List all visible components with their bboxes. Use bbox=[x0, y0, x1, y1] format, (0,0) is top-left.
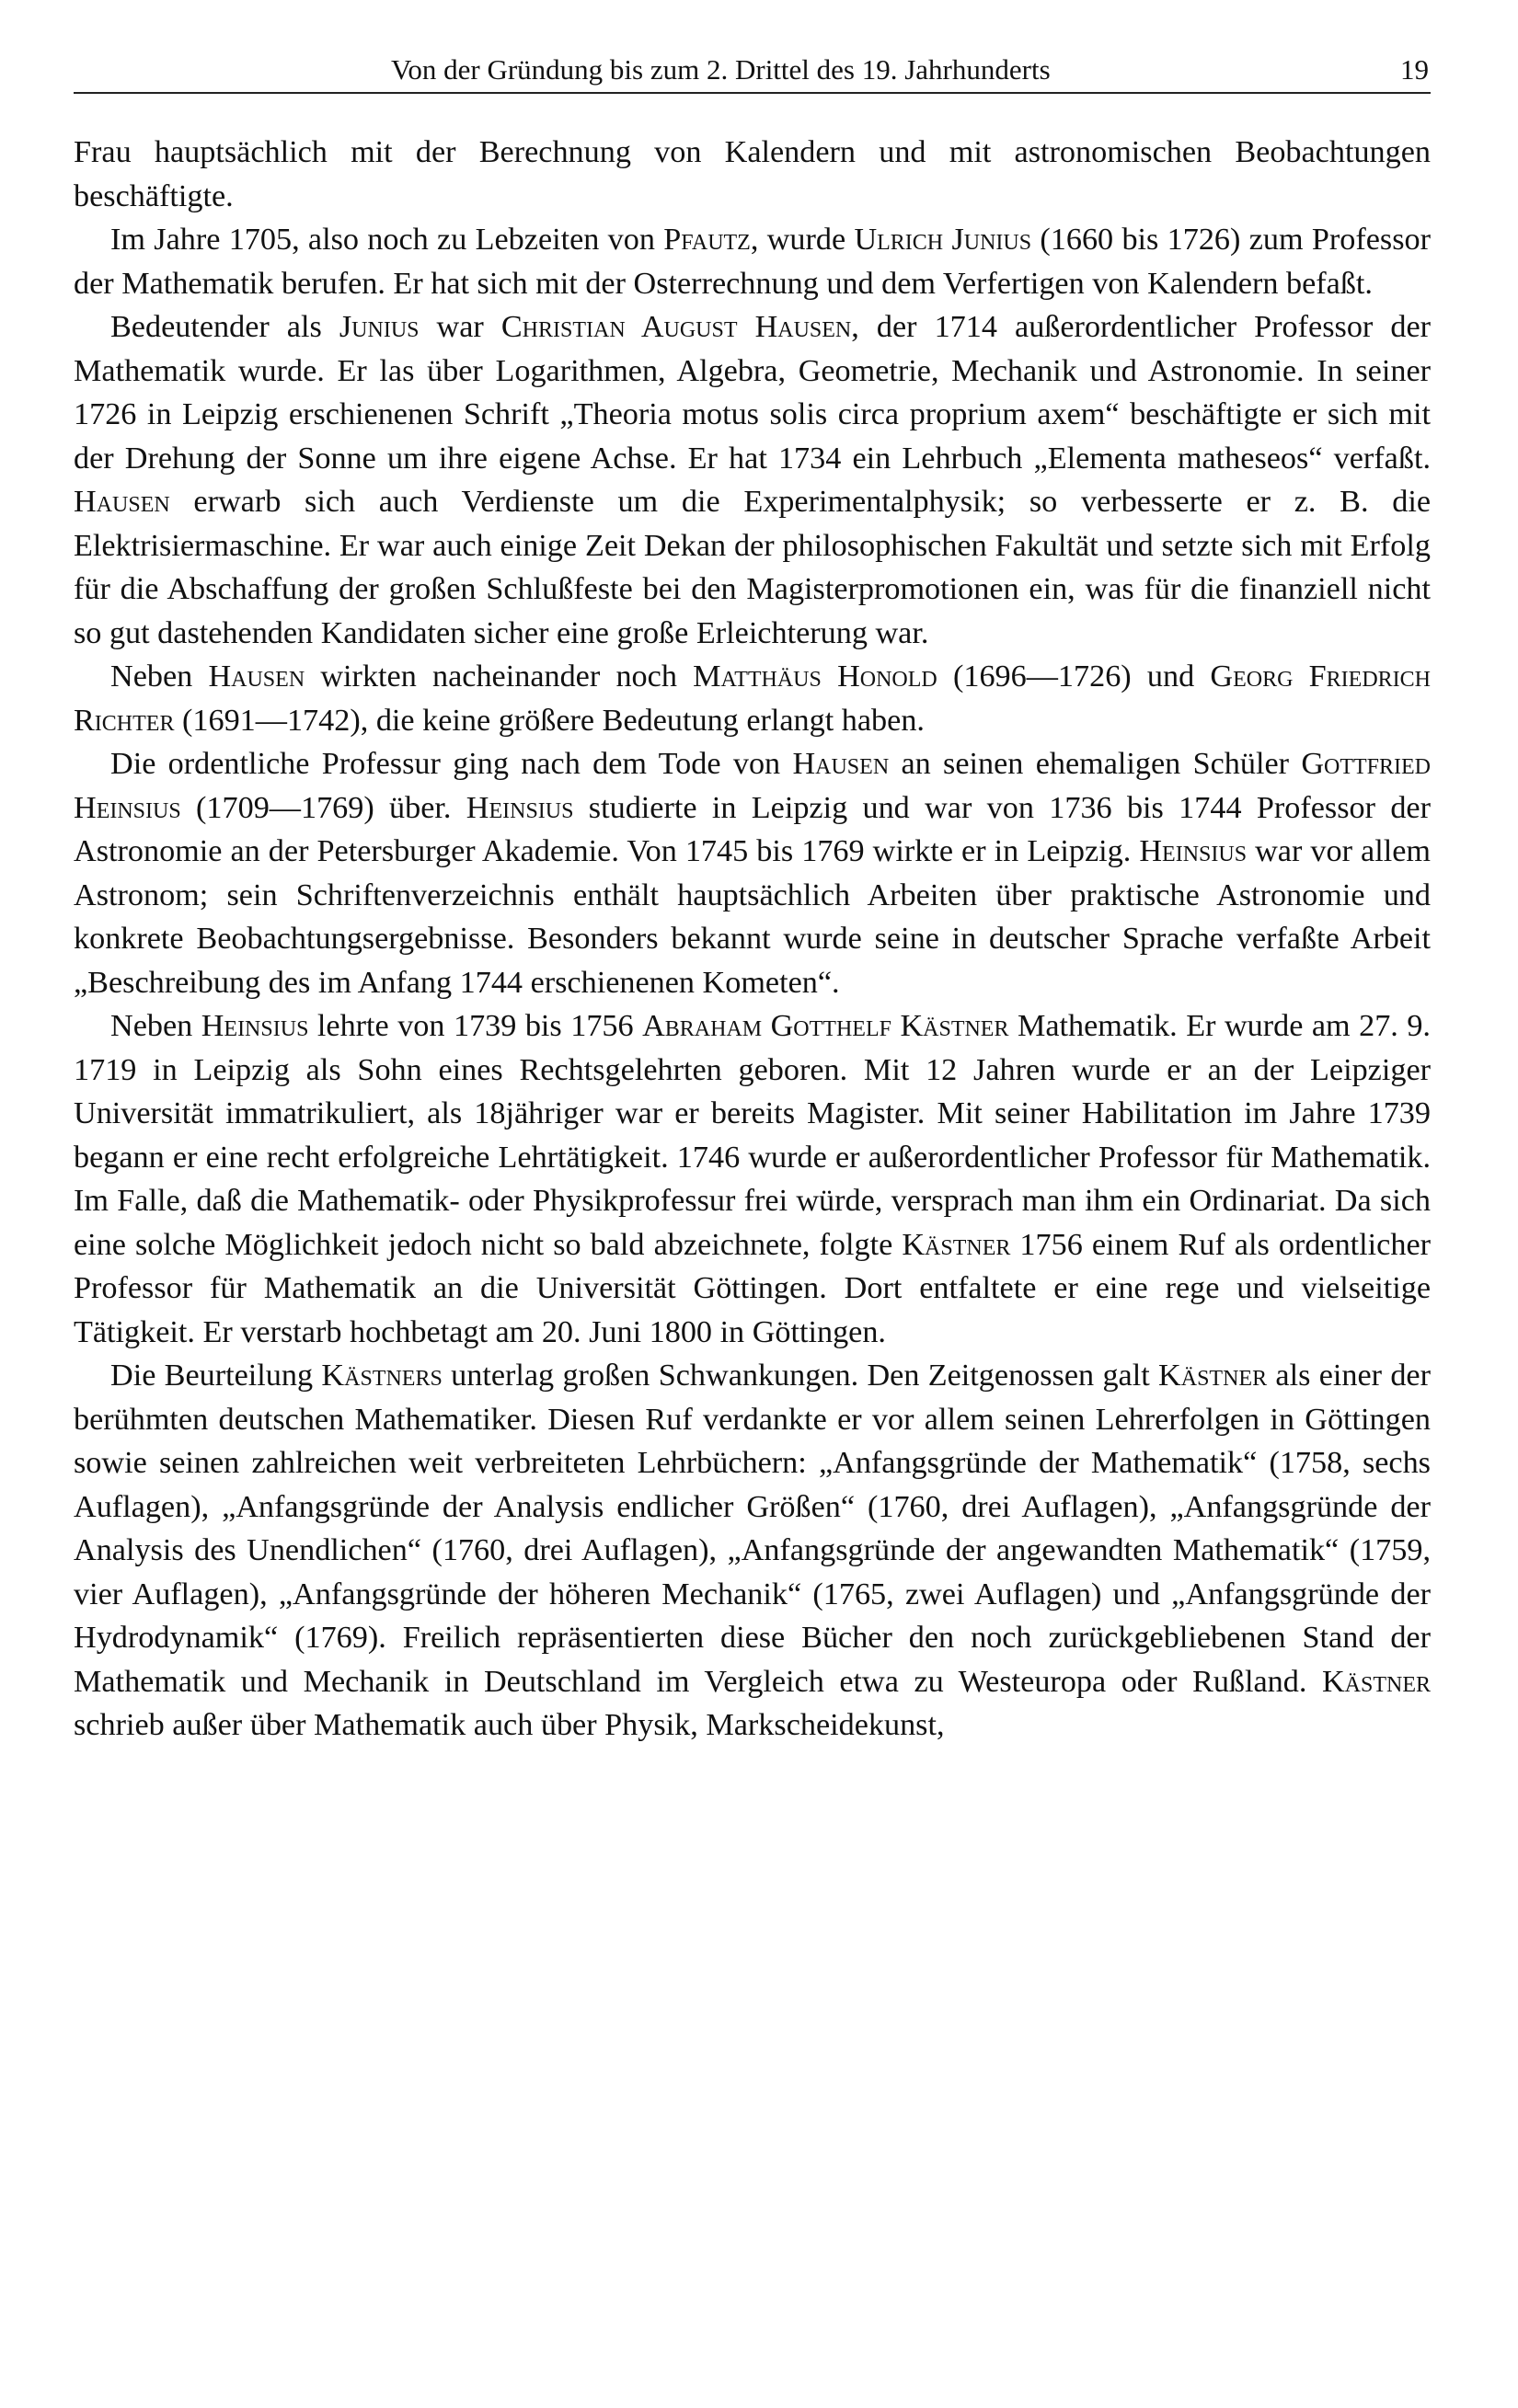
person-name: Georg Friedrich Richter bbox=[74, 659, 1431, 738]
book-page bbox=[74, 55, 1431, 1748]
person-name: Junius bbox=[339, 310, 420, 344]
person-name: Matthäus Honold bbox=[693, 659, 937, 694]
person-name: Gottfried Heinsius bbox=[74, 747, 1431, 825]
person-name: Heinsius bbox=[201, 1009, 309, 1043]
person-name: Christian August Hausen bbox=[500, 310, 852, 344]
page-number: 19 bbox=[1400, 53, 1429, 86]
text-run: (1696—1726) und bbox=[937, 659, 1211, 694]
person-name: Ulrich Junius bbox=[854, 223, 1032, 257]
text-run: war vor allem Astronom; sein Schriftenverzeichnis enthält hauptsächlich Arbeiten über praktische Astronomie und konkrete Beobachtungsergebnisse. Besonders bekannt wurde seine in deutscher Sprache verfaßte Arbeit „Beschreibung des im Anfang 1744 erschienenen Kometen“. bbox=[74, 834, 1431, 1000]
text-run: studierte in Leipzig und war von 1736 bis 1744 Professor der Astronomie an der Petersburger Akademie. Von 1745 bis 1769 wirkte er in Leipzig. bbox=[74, 790, 1431, 868]
paragraph bbox=[74, 218, 1431, 305]
paragraph bbox=[74, 1354, 1431, 1748]
text-run: schrieb außer über Mathematik auch über Physik, Markscheidekunst, bbox=[74, 1708, 945, 1742]
person-name: Heinsius bbox=[466, 790, 574, 825]
text-run: Frau hauptsächlich mit der Berechnung von Kalendern und mit astronomischen Beobachtungen beschäftigte. bbox=[74, 135, 1431, 213]
person-name: Heinsius bbox=[1139, 834, 1248, 868]
text-run: erwarb sich auch Verdienste um die Experimentalphysik; so verbesserte er z. B. die Elektrisiermaschine. Er war auch einige Zeit Dekan der philosophischen Fakultät und setzte sich mit Erfolg für die Abschaffung der großen Schlußfeste bei den Magisterpromotionen ein, was für die finanziell nicht so gut dastehenden Kandidaten sicher eine große Erleichterung war. bbox=[74, 485, 1431, 650]
person-name: Hausen bbox=[208, 659, 305, 694]
text-run: Die ordentliche Professur ging nach dem Tode von bbox=[110, 747, 793, 781]
text-run: Neben bbox=[110, 1009, 201, 1043]
person-name: Hausen bbox=[792, 747, 890, 781]
paragraph bbox=[74, 742, 1431, 1004]
text-run: (1691—1742), die keine größere Bedeutung erlangt haben. bbox=[174, 703, 925, 738]
text-run: , wurde bbox=[750, 223, 855, 257]
paragraph bbox=[74, 131, 1431, 218]
text-run: , der 1714 außerordentlicher Professor der Mathematik wurde. Er las über Logarithmen, Algebra, Geometrie, Mechanik und Astronomie. In seiner 1726 in Leipzig erschienenen Schrift „Theoria motus solis circa proprium axem“ beschäftigte er sich mit der Drehung der Sonne um ihre eigene Achse. Er hat 1734 ein Lehrbuch „Elementa matheseos“ verfaßt. bbox=[74, 310, 1432, 476]
paragraph bbox=[74, 1004, 1431, 1354]
person-name: Pfautz bbox=[663, 223, 751, 257]
text-run: (1660 bis 1726) zum Professor der Mathematik berufen. Er hat sich mit der Osterrechnung und dem Verfertigen von Kalendern befaßt. bbox=[74, 223, 1432, 301]
person-name: Abraham Gotthelf Kästner bbox=[642, 1009, 1009, 1043]
paragraph bbox=[74, 305, 1431, 655]
running-header bbox=[74, 55, 1431, 94]
person-name: Kästner bbox=[902, 1227, 1011, 1262]
text-run: Im Jahre 1705, also noch zu Lebzeiten von bbox=[110, 223, 664, 257]
text-run: 1756 einem Ruf als ordentlicher Professor für Mathematik an die Universität Göttingen. Dort entfaltete er eine rege und vielseitige Tätigkeit. Er verstarb hochbetagt am 20. Juni 1800 in Göttingen. bbox=[74, 1227, 1432, 1349]
person-name: Hausen bbox=[74, 485, 170, 519]
text-run: Die Beurteilung bbox=[110, 1359, 322, 1393]
text-run: (1709—1769) über. bbox=[180, 790, 466, 825]
person-name: Kästners bbox=[321, 1359, 443, 1393]
paragraph bbox=[74, 655, 1431, 742]
text-run: war bbox=[419, 310, 501, 344]
running-title: Von der Gründung bis zum 2. Drittel des 19. Jahrhunderts bbox=[391, 53, 1051, 86]
text-run: wirkten nacheinander noch bbox=[305, 659, 694, 694]
text-run: als einer der berühmten deutschen Mathematiker. Diesen Ruf verdankte er vor allem seinen Lehrerfolgen in Göttingen sowie seinen zahlreichen weit verbreiteten Lehrbüchern: „Anfangsgründe der Mathematik“ (1758, sechs Auflagen), „Anfangsgründe der Analysis endlicher Größen“ (1760, drei Auflagen), „Anfangsgründe der Analysis des Unendlichen“ (1760, drei Auflagen), „Anfangsgründe der angewandten Mathematik“ (1759, vier Auflagen), „Anfangsgründe der höheren Mechanik“ (1765, zwei Auflagen) und „Anfangsgründe der Hydrodynamik“ (1769). Freilich repräsentierten diese Bücher den noch zurückgebliebenen Stand der Mathematik und Mechanik in Deutschland im Vergleich etwa zu Westeuropa oder Rußland. bbox=[74, 1359, 1431, 1699]
body-text bbox=[74, 131, 1431, 1748]
text-run: lehrte von 1739 bis 1756 bbox=[308, 1009, 643, 1043]
text-run: Bedeutender als bbox=[110, 310, 339, 344]
person-name: Kästner bbox=[1321, 1664, 1431, 1699]
text-run: an seinen ehemaligen Schüler bbox=[889, 747, 1302, 781]
text-run: unterlag großen Schwankungen. Den Zeitgenossen galt bbox=[442, 1359, 1159, 1393]
text-run: Neben bbox=[110, 659, 209, 694]
text-run: Mathematik. Er wurde am 27. 9. 1719 in Leipzig als Sohn eines Rechtsgelehrten geboren. Mit 12 Jahren wurde er an der Leipziger Universität immatrikuliert, als 18jähriger war er bereits Magister. Mit seiner Habilitation im Jahre 1739 begann er eine recht erfolgreiche Lehrtätigkeit. 1746 wurde er außerordentlicher Professor für Mathematik. Im Falle, daß die Mathematik- oder Physikprofessur frei würde, versprach man ihm ein Ordinariat. Da sich eine solche Möglichkeit jedoch nicht so bald abzeichnete, folgte bbox=[74, 1009, 1431, 1262]
person-name: Kästner bbox=[1158, 1359, 1268, 1393]
